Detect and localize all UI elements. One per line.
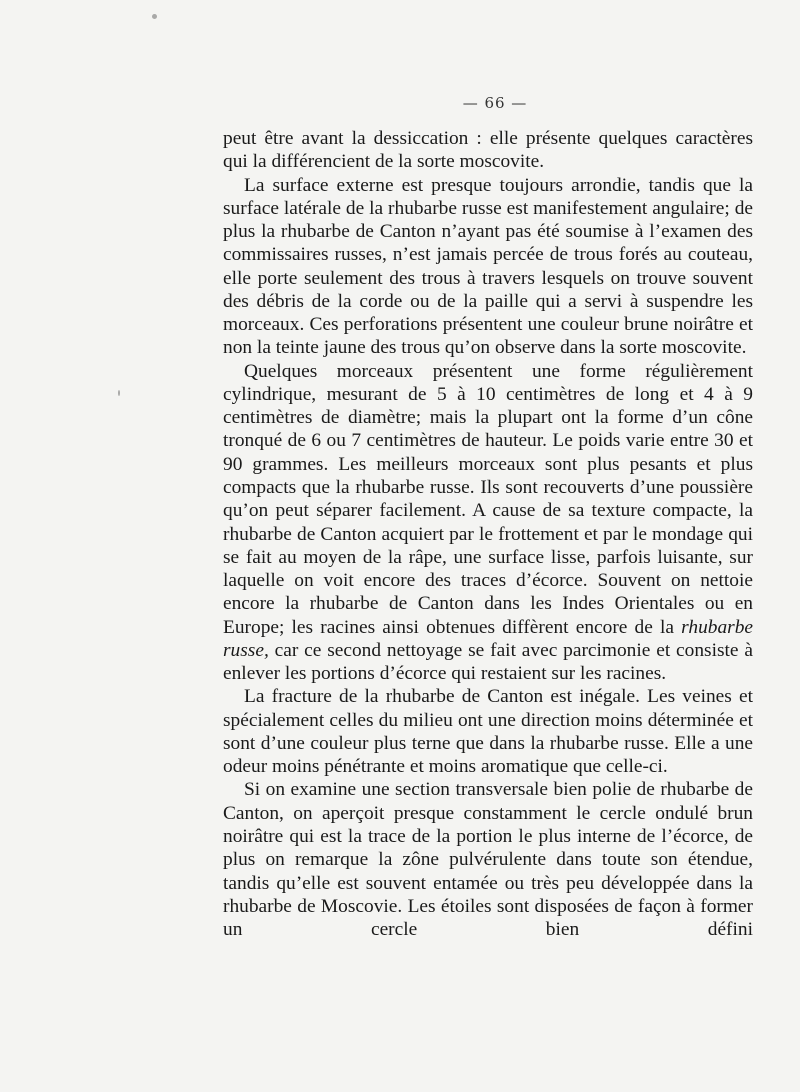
paragraph: Si on examine une section transversale bien polie de rhubarbe de Canton, on aperçoit presque constamment le cercle ondulé brun noirâtre qui est la trace de la portion le plus interne de l’écorce, de plus on remarque la zône pulvérulente dans toute son étendue, tandis qu’elle est souvent entamée ou très peu développée dans la rhubarbe de Moscovie. Les étoiles sont disposées de façon à former un cercle bien défini	[223, 779, 753, 941]
paragraph: La surface externe est presque toujours arrondie, tandis que la surface latérale de la rhubarbe russe est manifestement angulaire; de plus la rhubarbe de Canton n’ayant pas été soumise à l’examen des commissaires russes, n’est jamais percée de trous forés au couteau, elle porte seulement des trous à travers lesquels on trouve souvent des débris de la corde ou de la paille qui a servi à suspendre les morceaux. Ces perforations présentent une couleur brune noirâtre et non la teinte jaune des trous qu’on observe dans la sorte moscovite.	[223, 174, 753, 359]
paragraph-text: Quelques morceaux présentent une forme régulièrement cylindrique, mesurant de 5 à 10 centimètres de long et 4 à 9 centimètres de diamètre; mais la plupart ont la forme d’un cône tronqué de 6 ou 7 centimètres de hauteur. Le poids varie entre 30 et 90 grammes. Les meilleurs morceaux sont plus pesants et plus compacts que la rhubarbe russe. Ils sont recouverts d’une poussière qu’on peut séparer facilement. A cause de sa texture compacte, la rhubarbe de Canton acquiert par le frottement et par le mondage qui se fait au moyen de la râpe, une surface lisse, parfois luisante, sur laquelle on voit encore des traces d’écorce. Souvent on nettoie encore la rhubarbe de Canton dans les Indes Orientales ou en Europe; les racines ainsi obtenues diffèrent encore de la	[223, 360, 753, 638]
ink-speck	[152, 14, 157, 19]
page-number: — 66 —	[462, 94, 528, 112]
italic-term: rhubarbe russe,	[223, 616, 753, 661]
ink-speck	[118, 390, 120, 396]
paragraph-text: car ce second nettoyage se fait avec parcimonie et consiste à enlever les portions d’écorce qui restaient sur les racines.	[223, 639, 753, 685]
paragraph: peut être avant la dessiccation : elle présente quelques caractères qui la différencient de la sorte moscovite.	[223, 128, 753, 173]
paragraph: La fracture de la rhubarbe de Canton est inégale. Les veines et spécialement celles du milieu ont une direction moins déterminée et sont d’une couleur plus terne que dans la rhubarbe russe. Elle a une odeur moins pénétrante et moins aromatique que celle-ci.	[223, 686, 753, 778]
body-text	[223, 127, 753, 941]
paragraph	[223, 360, 753, 686]
